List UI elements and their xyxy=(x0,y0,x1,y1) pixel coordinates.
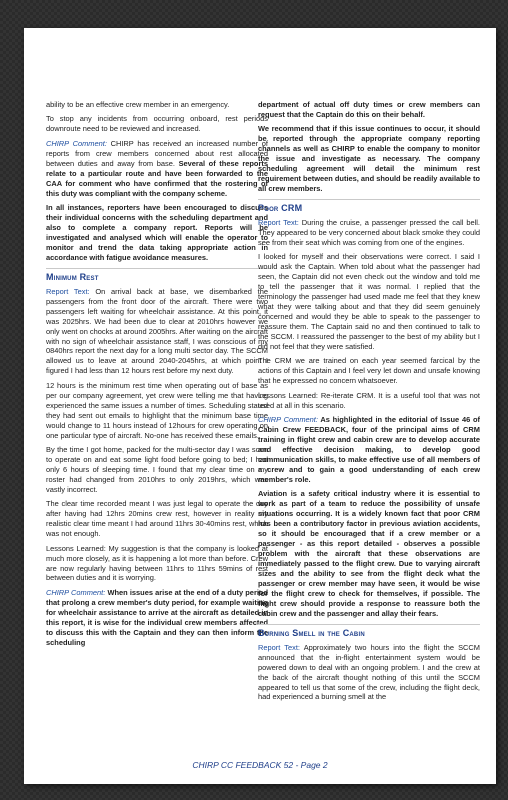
paragraph: The CRM we are trained on each year seemed farcical by the actions of this Captain and I feel very let down and unsafe knowing that he expressed no concern whatsoever. xyxy=(258,356,480,386)
comment-label: CHIRP Comment: xyxy=(46,138,107,148)
paragraph: I looked for myself and their observations were correct. I said I would ask the Captain. When told about what the passenger had seen, the Captain did not even check out the window and told me to tell the passenger that it was normal. I replied that the terminology the passenger had used made me feel that they knew what they were talking about and that they did seem genuinely concerned and would they be able to speak to the passenger to reassure them. The Captain said no and then continued to talk to the SCCM. I reassured the passenger to the best of my ability but I did not feel that they were satisfied. xyxy=(258,252,480,351)
section-heading-minimum-rest: Minimum Rest xyxy=(46,268,268,283)
section-heading-poor-crm: Poor CRM xyxy=(258,199,480,214)
lessons-learned: Lessons Learned: Re-iterate CRM. It is a useful tool that was not used at all in this scenario. xyxy=(258,390,480,410)
report-body: During the cruise, a passenger pressed the call bell. They appeared to be very concerned about black smoke they could see from their seat which was coming from one of the engines. xyxy=(258,218,480,247)
report-text xyxy=(258,643,480,703)
paragraph: ability to be an effective crew member in an emergency. xyxy=(46,100,230,109)
comment-text-bold: Several of these reports relate to a particular route and have been forwarded to the CAA for comment who have confirmed that the rostering of this duty was compliant with the company scheme. xyxy=(46,158,268,198)
chirp-comment xyxy=(46,588,268,648)
paragraph-bold: We recommend that if this issue continues to occur, it should be reported through the appropriate company reporting channels as well as CHIRP to enable the company to monitor the issue and investigate as necessary. The company scheduling agreement will detail the minimum rest requirement between duties, and should be readily available to all crew members. xyxy=(258,124,480,194)
comment-text: CHIRP has received an increased number of reports from crew members concerned about rest allocated between duties and away from base. xyxy=(46,138,268,168)
chirp-comment xyxy=(46,139,268,199)
chirp-comment xyxy=(258,415,480,485)
right-column xyxy=(258,100,480,707)
report-body: Approximately two hours into the flight the SCCM announced that the in-flight entertainment system would be powered down to deal with an ongoing problem. I and the crew at the back of the aircraft thought nothing of this until the SCCM appeared to tell us that some of the crew, including the flight deck, had experienced a burning smell at the xyxy=(258,642,480,702)
document-page xyxy=(24,28,496,784)
comment-label: CHIRP Comment: xyxy=(258,415,318,425)
report-label: Report Text: xyxy=(46,286,90,296)
comment-text-bold: When issues arise at the end of a duty period that prolong a crew member's duty period, for example waiting for wheelchair assistance to arrive at the aircraft as detailed in this report, it is wise for the individual crew members affected to discuss this with the Captain and they can then inform the scheduling xyxy=(46,587,268,647)
paragraph-bold: Aviation is a safety critical industry where it is essential to work as part of a team to reduce the possibility of unsafe situations occurring. It is a widely known fact that poor CRM has been a contributory factor in previous aviation accidents, so it should be encouraged that if a crew member or a passenger - as this report detailed - observes a possible problem with the aircraft that these observations are immediately passed to the flight crew. Due to varying aircraft sizes and the ability to see from the flight deck what the passenger or crew member may have seen, it would be wise for the flight crew to check for themselves, if possible. The flight crew should provide a response to reassure both the cabin crew and the passenger and allay their fears. xyxy=(258,489,480,618)
left-column xyxy=(46,100,268,652)
paragraph: By the time I got home, packed for the multi-sector day I was soon to operate on and eat some light food before going to bed; I had only 6 hours of sleeping time. I found that my clear time on my roster had changed from 2010hrs to only 2019hrs, which was vastly incorrect. xyxy=(46,445,268,494)
lessons-learned: Lessons Learned: My suggestion is that the company is looked at much more closely, as it is happening a lot more than before. Crew are now regularly having between 11hrs to 11hrs 59mins of rest between duties and it is worrying. xyxy=(46,543,268,583)
page-footer: CHIRP CC FEEDBACK 52 - Page 2 xyxy=(192,760,328,770)
section-heading-burning-smell: Burning Smell in the Cabin xyxy=(258,624,480,639)
paragraph-bold: In all instances, reporters have been encouraged to discuss their individual concerns with the scheduling department and also to complete a company report. Reports will be investigated and analysed which will enable the operator to monitor and trend the data taking appropriate action in accordance with fatigue avoidance measures. xyxy=(46,203,268,262)
comment-text-bold: As highlighted in the editorial of Issue 46 of Cabin Crew FEEDBACK, four of the principal aims of CRM training in flight crew and cabin crew are to develop accurate and effective decision making, to develop good communication skills, to make effective use of all members of a crew and to gain a good understanding of each crew member's role. xyxy=(258,415,480,484)
report-text xyxy=(258,218,480,248)
report-label: Report Text: xyxy=(258,218,299,228)
report-body: On arrival back at base, we disembarked the passengers from the front door of the aircraft. There were two passengers left waiting for wheelchair assistance. At this point, it was 2025hrs. We had been due to clear at 2010hrs however we only went on chocks at around 2005hrs. After waiting on the aircraft with no sign of wheelchair assistance staff, I was conscious of my 0840hrs report the next day for a long multi sector day. The SCCM allowed us to leave at around 2040-2045hrs, at which point I figured I had less than 12 hours rest before my next duty. xyxy=(46,286,268,376)
paragraph: 12 hours is the minimum rest time when operating out of base as per our company agreement, yet crew were telling me that having experienced the same issues a number of times. Scheduling stated they had sent out emails to highlight that the minimum base time would change to 11 hours instead of 12hours for crew operating on one particular type of aircraft. No-one has received these emails. xyxy=(46,380,268,440)
report-text xyxy=(46,287,268,377)
paragraph-bold: department of actual off duty times or crew members can request that the Captain do this on their behalf. xyxy=(258,100,480,119)
report-label: Report Text: xyxy=(258,642,300,652)
paragraph: To stop any incidents from occurring onboard, rest periods downroute need to be reviewed and increased. xyxy=(46,114,268,134)
paragraph: The clear time recorded meant I was just legal to operate the day after having had 12hrs 20mins crew rest, however in reality my realistic clear time meant I had around 11hrs 30-40mins rest, which was not enough. xyxy=(46,499,268,539)
comment-label: CHIRP Comment: xyxy=(46,587,106,597)
